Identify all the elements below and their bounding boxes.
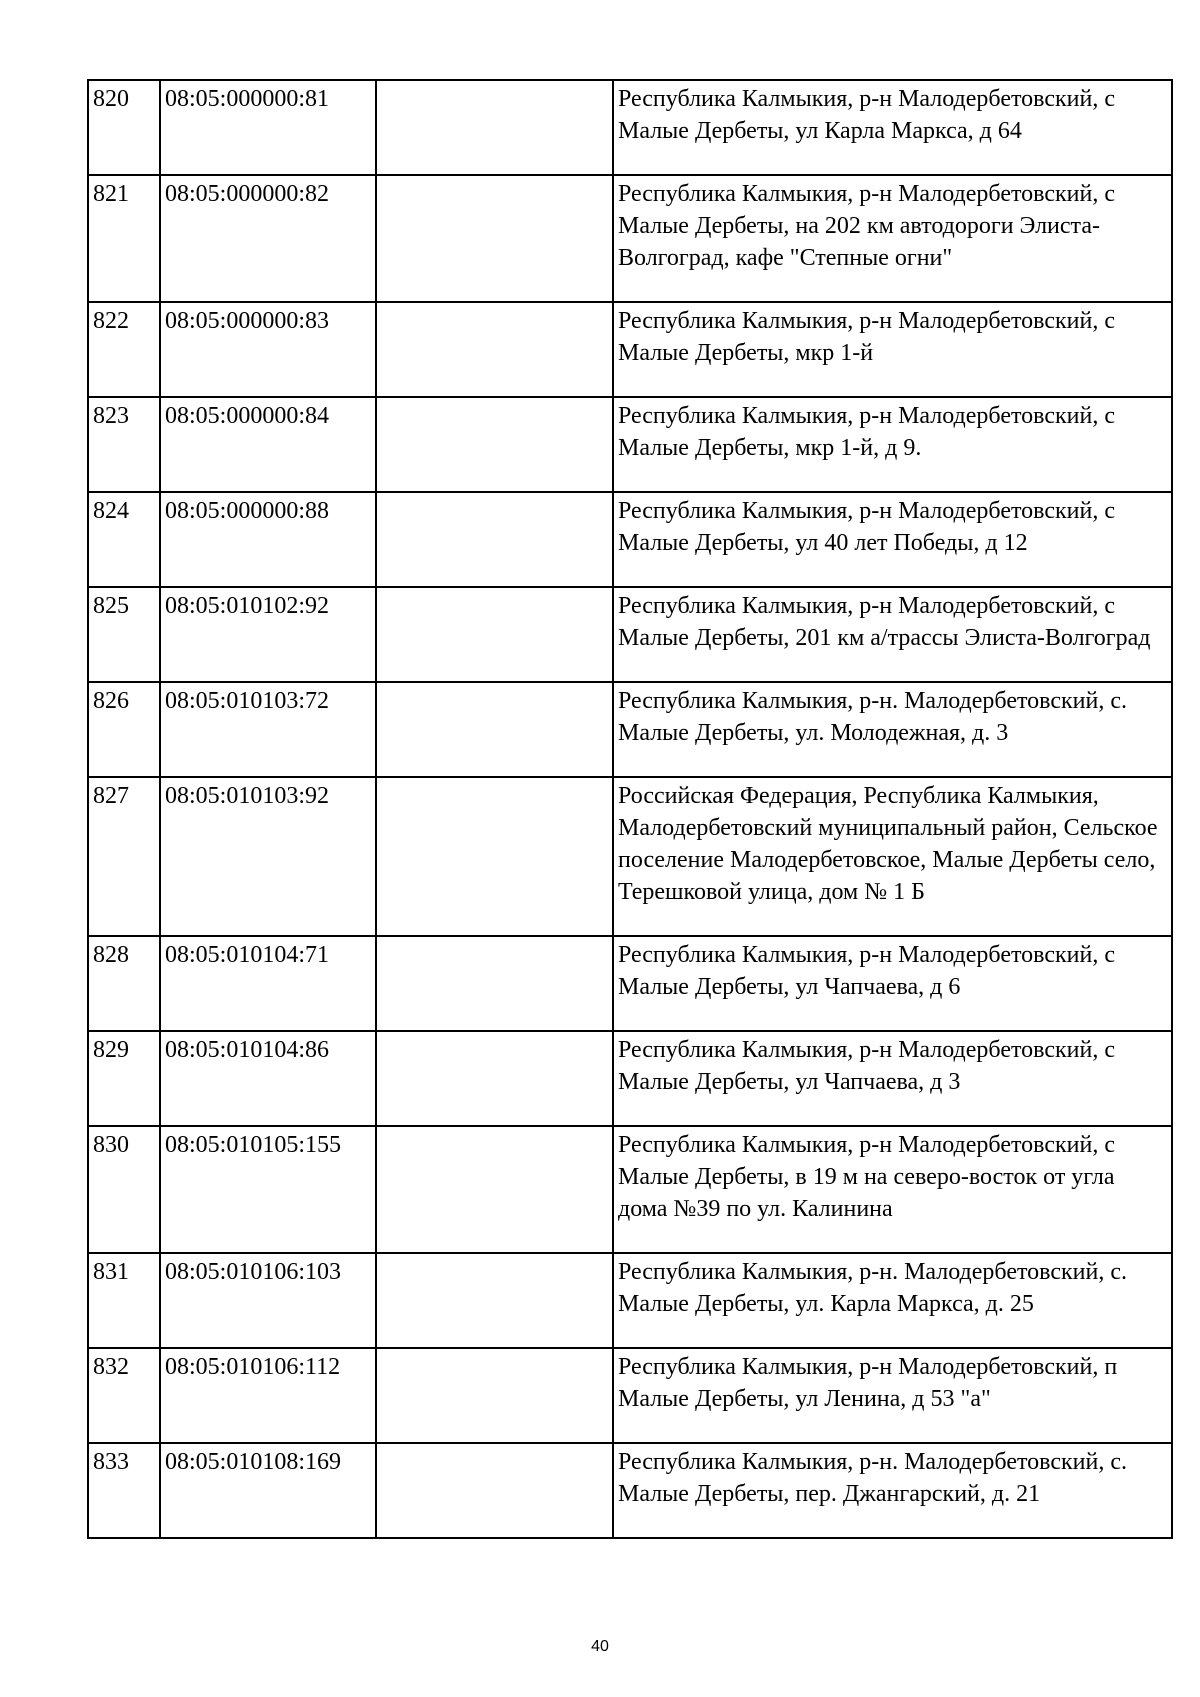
table-row [88,682,1172,777]
table-row [88,492,1172,587]
empty-cell [376,1443,613,1538]
row-number-cell: 824 [88,492,160,587]
address-cell: Республика Калмыкия, р-н. Малодербетовский, с. Малые Дербеты, ул. Молодежная, д. 3 [613,682,1172,777]
row-number-cell: 829 [88,1031,160,1126]
address-cell: Республика Калмыкия, р-н Малодербетовский, с Малые Дербеты, мкр 1-й [613,302,1172,397]
row-number-cell: 832 [88,1348,160,1443]
table-row [88,397,1172,492]
table-row [88,587,1172,682]
row-number-cell: 833 [88,1443,160,1538]
address-cell: Российская Федерация, Республика Калмыкия, Малодербетовский муниципальный район, Сельское поселение Малодербетовское, Малые Дербеты село, Терешковой улица, дом № 1 Б [613,777,1172,936]
address-cell: Республика Калмыкия, р-н Малодербетовский, с Малые Дербеты, 201 км а/трассы Элиста-Волгоград [613,587,1172,682]
cadastral-number-cell: 08:05:010103:72 [160,682,376,777]
table-row [88,175,1172,302]
cadastral-number-cell: 08:05:000000:84 [160,397,376,492]
address-cell: Республика Калмыкия, р-н Малодербетовский, с Малые Дербеты, в 19 м на северо-восток от угла дома №39 по ул. Калинина [613,1126,1172,1253]
row-number-cell: 830 [88,1126,160,1253]
cadastral-number-cell: 08:05:010108:169 [160,1443,376,1538]
row-number-cell: 826 [88,682,160,777]
empty-cell [376,587,613,682]
address-cell: Республика Калмыкия, р-н Малодербетовский, п Малые Дербеты, ул Ленина, д 53 "а" [613,1348,1172,1443]
table-row [88,1031,1172,1126]
empty-cell [376,492,613,587]
cadastral-number-cell: 08:05:000000:81 [160,80,376,175]
cadastral-number-cell: 08:05:010103:92 [160,777,376,936]
address-cell: Республика Калмыкия, р-н Малодербетовский, с Малые Дербеты, ул 40 лет Победы, д 12 [613,492,1172,587]
table-row [88,1348,1172,1443]
cadastral-number-cell: 08:05:000000:88 [160,492,376,587]
table-row [88,1253,1172,1348]
row-number-cell: 822 [88,302,160,397]
empty-cell [376,1031,613,1126]
address-cell: Республика Калмыкия, р-н. Малодербетовский, с. Малые Дербеты, пер. Джангарский, д. 21 [613,1443,1172,1538]
empty-cell [376,1126,613,1253]
cadastral-number-cell: 08:05:000000:82 [160,175,376,302]
empty-cell [376,302,613,397]
table-row [88,936,1172,1031]
cadastral-number-cell: 08:05:010102:92 [160,587,376,682]
address-cell: Республика Калмыкия, р-н Малодербетовский, с Малые Дербеты, на 202 км автодороги Элиста-Волгоград, кафе "Степные огни" [613,175,1172,302]
cadastral-number-cell: 08:05:000000:83 [160,302,376,397]
cadastral-number-cell: 08:05:010106:112 [160,1348,376,1443]
address-cell: Республика Калмыкия, р-н Малодербетовский, с Малые Дербеты, ул Чапчаева, д 3 [613,1031,1172,1126]
table-row [88,80,1172,175]
empty-cell [376,397,613,492]
row-number-cell: 823 [88,397,160,492]
table-row [88,1443,1172,1538]
table-row [88,302,1172,397]
empty-cell [376,1253,613,1348]
table-row [88,1126,1172,1253]
row-number-cell: 825 [88,587,160,682]
empty-cell [376,936,613,1031]
address-cell: Республика Калмыкия, р-н Малодербетовский, с Малые Дербеты, ул Карла Маркса, д 64 [613,80,1172,175]
cadastral-number-cell: 08:05:010106:103 [160,1253,376,1348]
page-number: 40 [591,1638,609,1655]
empty-cell [376,1348,613,1443]
cadastral-number-cell: 08:05:010105:155 [160,1126,376,1253]
empty-cell [376,777,613,936]
row-number-cell: 821 [88,175,160,302]
row-number-cell: 828 [88,936,160,1031]
address-cell: Республика Калмыкия, р-н. Малодербетовский, с. Малые Дербеты, ул. Карла Маркса, д. 25 [613,1253,1172,1348]
row-number-cell: 820 [88,80,160,175]
address-cell: Республика Калмыкия, р-н Малодербетовский, с Малые Дербеты, мкр 1-й, д 9. [613,397,1172,492]
empty-cell [376,682,613,777]
empty-cell [376,175,613,302]
row-number-cell: 831 [88,1253,160,1348]
cadastral-number-cell: 08:05:010104:71 [160,936,376,1031]
address-cell: Республика Калмыкия, р-н Малодербетовский, с Малые Дербеты, ул Чапчаева, д 6 [613,936,1172,1031]
row-number-cell: 827 [88,777,160,936]
property-table [87,79,1173,1539]
empty-cell [376,80,613,175]
table-row [88,777,1172,936]
cadastral-number-cell: 08:05:010104:86 [160,1031,376,1126]
